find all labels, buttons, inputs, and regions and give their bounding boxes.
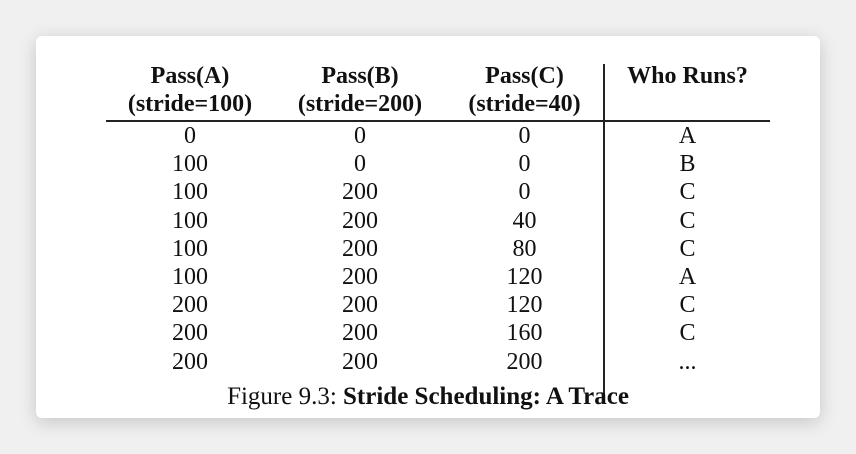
cell-pass-c: 0 — [518, 123, 531, 149]
cell-who-runs: C — [679, 292, 696, 319]
cell-pass-c: 200 — [506, 348, 543, 375]
stride-trace-table — [106, 60, 770, 375]
cell-pass-b: 200 — [342, 179, 378, 206]
header-pass-a: Pass(A) (stride=100) — [127, 63, 253, 117]
cell-pass-a: 100 — [172, 151, 208, 178]
cell-pass-c: 0 — [518, 151, 531, 178]
cell-pass-c: 80 — [512, 235, 537, 262]
cell-pass-a: 100 — [172, 263, 208, 290]
table-row — [106, 348, 770, 376]
cell-pass-b: 0 — [354, 151, 366, 178]
table-row — [106, 319, 770, 347]
table-row — [106, 122, 770, 150]
cell-who-runs: ... — [678, 348, 697, 375]
table-body — [106, 122, 770, 376]
table-row — [106, 178, 770, 206]
cell-who-runs: C — [679, 235, 696, 262]
cell-pass-b: 200 — [342, 292, 378, 319]
cell-pass-c: 120 — [506, 263, 543, 290]
cell-pass-a: 200 — [172, 320, 208, 347]
cell-pass-b: 200 — [342, 207, 378, 234]
cell-pass-c: 160 — [506, 320, 543, 347]
table-row — [106, 291, 770, 319]
table-row — [106, 150, 770, 178]
cell-pass-a: 100 — [172, 179, 208, 206]
cell-pass-a: 0 — [184, 123, 196, 149]
cell-who-runs: C — [679, 179, 696, 206]
header-pass-c: Pass(C) (stride=40) — [468, 63, 581, 117]
header-pass-b: Pass(B) (stride=200) — [297, 63, 423, 117]
cell-pass-a: 200 — [172, 292, 208, 319]
cell-pass-c: 0 — [518, 179, 531, 206]
figure-card — [36, 36, 820, 418]
cell-pass-b: 200 — [342, 320, 378, 347]
cell-pass-b: 200 — [342, 263, 378, 290]
table-header — [106, 60, 770, 120]
table-row — [106, 235, 770, 263]
caption-title: Stride Scheduling: A Trace — [343, 383, 629, 410]
table-row — [106, 263, 770, 291]
cell-who-runs: B — [679, 151, 696, 178]
cell-pass-c: 120 — [506, 292, 543, 319]
cell-pass-b: 200 — [342, 348, 378, 375]
cell-pass-a: 100 — [172, 207, 208, 234]
cell-who-runs: C — [679, 207, 696, 234]
cell-pass-a: 100 — [172, 235, 208, 262]
caption-prefix: Figure 9.3: — [227, 383, 344, 410]
cell-who-runs: A — [678, 263, 697, 290]
table-row — [106, 207, 770, 235]
header-who-runs: Who Runs? — [627, 63, 748, 89]
cell-who-runs: A — [678, 123, 697, 149]
cell-who-runs: C — [679, 320, 696, 347]
cell-pass-a: 200 — [172, 348, 208, 375]
cell-pass-b: 200 — [342, 235, 378, 262]
cell-pass-c: 40 — [512, 207, 537, 234]
cell-pass-b: 0 — [354, 123, 366, 149]
figure-caption — [36, 382, 820, 412]
